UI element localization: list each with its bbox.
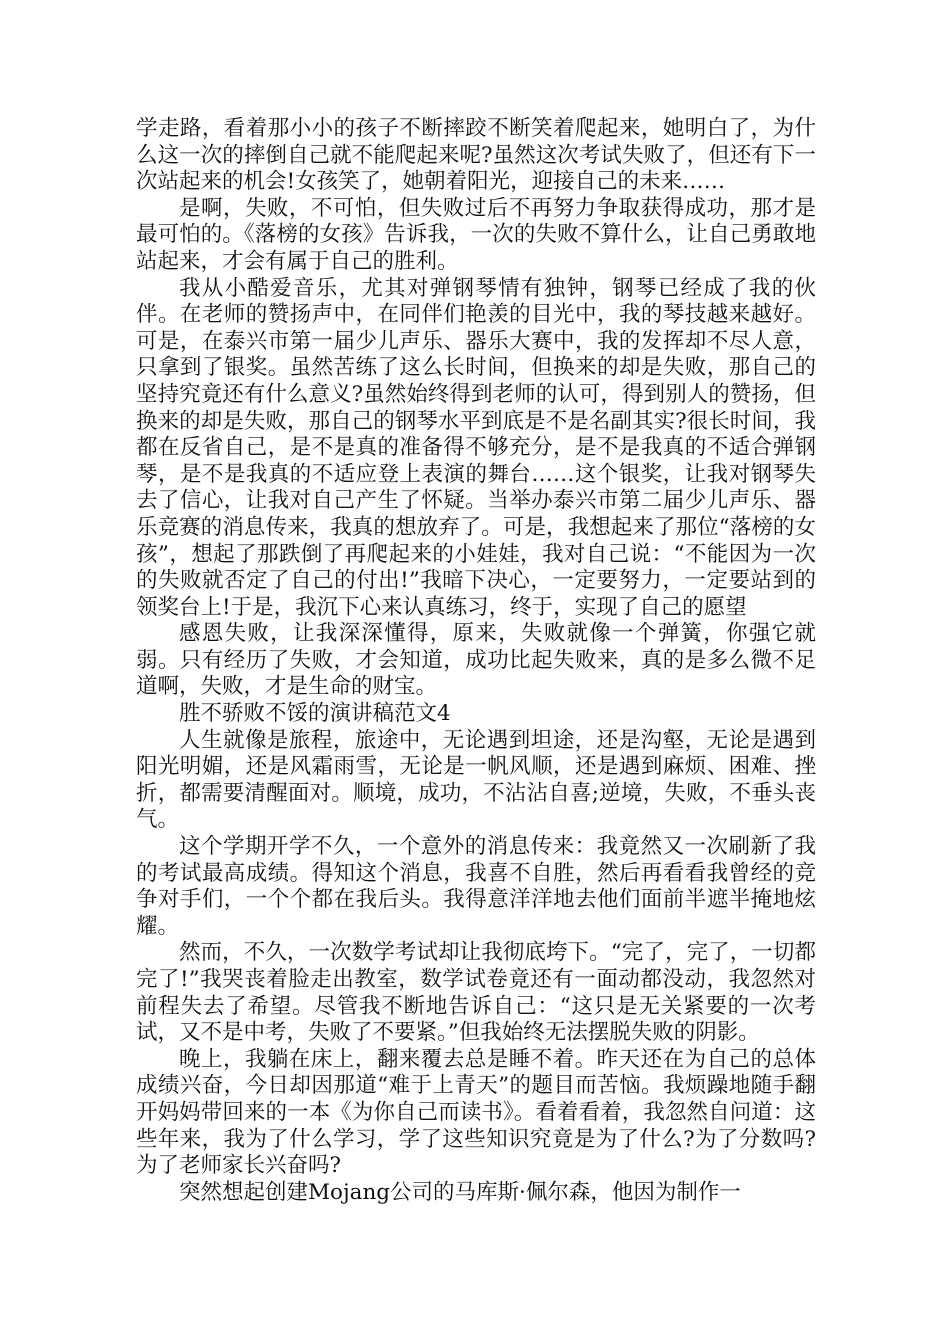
paragraph: 学走路，看着那小小的孩子不断摔跤不断笑着爬起来，她明白了，为什么这一次的摔倒自己就不能爬起来呢?虽然这次考试失败了，但还有下一次站起来的机会!女孩笑了，她朝着阳光，迎接自己的未来…… [136,116,816,195]
paragraph: 晚上，我躺在床上，翻来覆去总是睡不着。昨天还在为自己的总体成绩兴奋，今日却因那道“难于上青天”的题目而苦恼。我烦躁地随手翻开妈妈带回来的一本《为你自己而读书》。看着看着，我忽然自问道：这些年来，我为了什么学习，学了这些知识究竟是为了什么?为了分数吗?为了老师家长兴奋吗? [136,1046,816,1179]
paragraph: 然而，不久，一次数学考试却让我彻底垮下。“完了，完了，一切都完了!”我哭丧着脸走出教室，数学试卷竟还有一面动都没动，我忽然对前程失去了希望。尽管我不断地告诉自己：“这只是无关紧要的一次考试，又不是中考，失败了不要紧。”但我始终无法摆脱失败的阴影。 [136,940,816,1046]
section-heading: 胜不骄败不馁的演讲稿范文4 [179,701,451,727]
paragraph: 是啊，失败，不可怕，但失败过后不再努力争取获得成功，那才是最可怕的。《落榜的女孩》告诉我，一次的失败不算什么，让自己勇敢地站起来，才会有属于自己的胜利。 [136,195,816,274]
paragraph: 我从小酷爱音乐，尤其对弹钢琴情有独钟，钢琴已经成了我的伙伴。在老师的赞扬声中，在同伴们艳羡的目光中，我的琴技越来越好。可是，在泰兴市第一届少儿声乐、器乐大赛中，我的发挥却不尽人意，只拿到了银奖。虽然苦练了这么长时间，但换来的却是失败，那自己的坚持究竟还有什么意义?虽然始终得到老师的认可，得到别人的赞扬，但换来的却是失败，那自己的钢琴水平到底是不是名副其实?很长时间，我都在反省自己，是不是真的准备得不够充分，是不是我真的不适合弹钢琴，是不是我真的不适应登上表演的舞台……这个银奖，让我对钢琴失去了信心，让我对自己产生了怀疑。当举办泰兴市第二届少儿声乐、器乐竞赛的消息传来，我真的想放弃了。可是，我想起来了那位“落榜的女孩”，想起了那跌倒了再爬起来的小娃娃，我对自己说：“不能因为一次的失败就否定了自己的付出!”我暗下决心，一定要努力，一定要站到的领奖台上!于是，我沉下心来认真练习，终于，实现了自己的愿望 [136,275,816,620]
paragraph: 人生就像是旅程，旅途中，无论遇到坦途，还是沟壑，无论是遇到阳光明媚，还是风霜雨雪，无论是一帆风顺，还是遇到麻烦、困难、挫折，都需要清醒面对。顺境，成功，不沾沾自喜;逆境，失败，不垂头丧气。 [136,727,816,833]
paragraph: 感恩失败，让我深深懂得，原来，失败就像一个弹簧，你强它就弱。只有经历了失败，才会知道，成功比起失败来，真的是多么微不足道啊，失败，才是生命的财宝。 [136,621,816,700]
document-page [136,116,816,1206]
paragraph: 突然想起创建Mojang公司的马库斯·佩尔森，他因为制作一 [179,1179,741,1205]
paragraph: 这个学期开学不久，一个意外的消息传来：我竟然又一次刷新了我的考试最高成绩。得知这个消息，我喜不自胜，然后再看看我曾经的竞争对手们，一个个都在我后头。我得意洋洋地去他们面前半遮半掩地炫耀。 [136,834,816,939]
